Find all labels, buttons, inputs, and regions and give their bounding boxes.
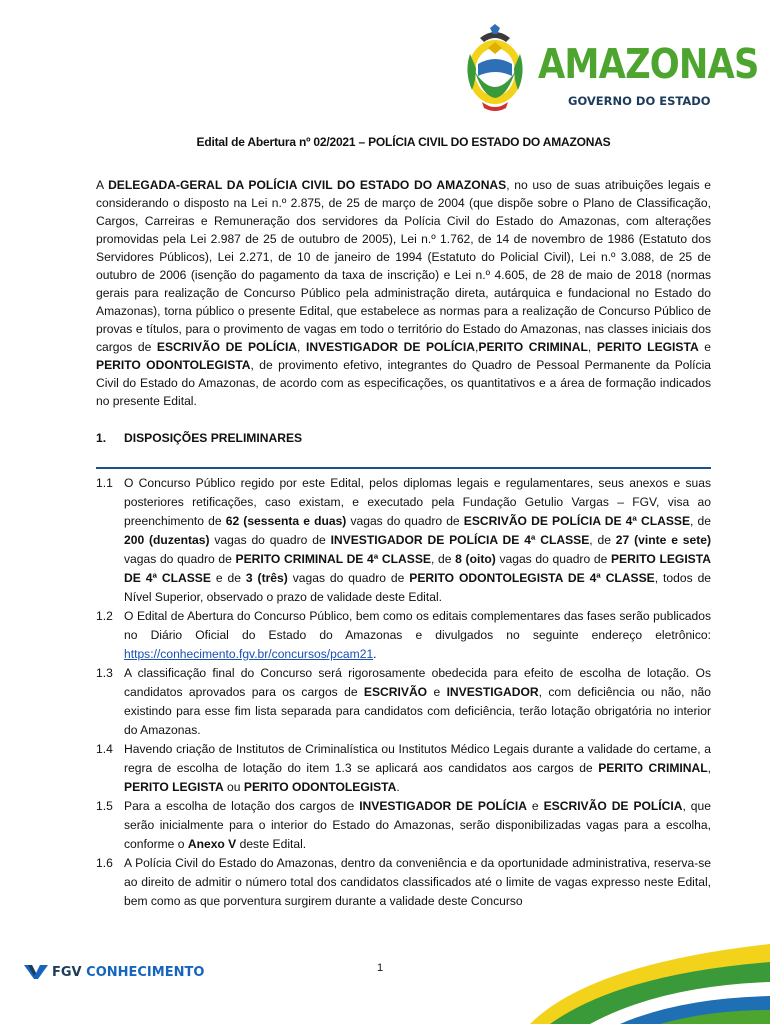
item-text: vagas do quadro de — [209, 533, 331, 547]
intro-bold: PERITO CRIMINAL — [478, 340, 588, 354]
item-bold: PERITO LEGISTA DE 4ª CLASSE — [124, 552, 711, 585]
item-text: vagas do quadro de — [346, 514, 464, 528]
item-number: 1.3 — [96, 666, 113, 680]
list-item — [96, 607, 711, 664]
item-bold: INVESTIGADOR DE POLÍCIA DE 4ª CLASSE — [330, 533, 590, 547]
intro-paragraph — [96, 176, 711, 410]
item-text: e — [526, 799, 544, 813]
item-bold: PERITO CRIMINAL — [598, 761, 708, 775]
item-text: . — [396, 780, 400, 794]
document-title: Edital de Abertura nº 02/2021 – POLÍCIA CIVIL DO ESTADO DO AMAZONAS — [196, 135, 611, 149]
item-text: e de — [210, 571, 246, 585]
intro-text: , no uso de suas atribuições legais e considerando o disposto na Lei n.º 2.875, de 25 de março de 2004 (que dispõe sobre o Plano de Classificação, Cargos, Carreiras e Remuneração dos servidores da Polícia Civil do Estado do Amazonas, com alterações promovidas pela Lei 2.987 de 25 de outubro de 2005), Lei n.º 1.762, de 14 de novembro de 1986 (Estatuto dos Servidores Públicos), Lei 2.271, de 10 de janeiro de 1994 (Estatuto do Policial Civil), Lei n.º 3.088, de 25 de outubro de 2006 (isenção do pagamento da taxa de inscrição) e Lei n.º 4.605, de 28 de maio de 2018 (normas gerais para realização de Concurso Público pela administração direta, autárquica e fundacional no Estado do Amazonas), torna público o presente Edital, que estabelece as normas para a realização de Concurso Público de provas e títulos, para o provimento de vagas em todo o território do Estado do Amazonas, nas classes iniciais dos cargos de — [96, 178, 712, 354]
item-bold: 27 (vinte e sete) — [615, 533, 711, 547]
item-number: 1.4 — [96, 742, 113, 756]
item-bold: ESCRIVÃO — [363, 685, 428, 699]
item-number: 1.1 — [96, 476, 113, 490]
concurso-url-link[interactable]: https://conhecimento.fgv.br/concursos/pcam21 — [124, 647, 374, 661]
section-number: 1. — [96, 431, 107, 445]
item-bold: 62 (sessenta e duas) — [225, 514, 347, 528]
fgv-chevron-icon — [24, 965, 48, 979]
item-text: , todos de Nível Superior, observado o prazo de validade deste Edital. — [124, 571, 712, 604]
item-text: , de — [690, 514, 711, 528]
intro-bold: DELEGADA-GERAL DA POLÍCIA CIVIL DO ESTADO DO AMAZONAS — [108, 178, 507, 192]
amazonas-wordmark: AMAZONAS — [538, 40, 759, 88]
intro-text: e — [698, 340, 711, 354]
item-text: , de — [430, 552, 456, 566]
item-text: vagas do quadro de — [495, 552, 611, 566]
list-item — [96, 854, 711, 911]
document-body — [96, 127, 711, 449]
item-text: A Polícia Civil do Estado do Amazonas, dentro da conveniência e da oportunidade administrativa, reserva-se ao direito de admitir o número total dos candidatos classificados até o limite de vagas expresso neste Edital, bem como as que porventura surgirem durante a validade deste Concurso — [124, 856, 711, 908]
item-bold: 8 (oito) — [455, 552, 496, 566]
item-text: , — [707, 761, 712, 775]
fgv-label: FGV — [52, 964, 82, 980]
intro-text: , de provimento efetivo, integrantes do Quadro de Pessoal Permanente da Polícia Civil do Estado do Amazonas, de acordo com as especificações, os quantitativos e a área de formação indicados no presente Edital. — [96, 358, 712, 408]
item-bold: Anexo V — [187, 837, 237, 851]
item-text: ou — [223, 780, 244, 794]
section-heading — [96, 429, 711, 449]
list-item — [96, 740, 711, 797]
amazonas-coat-of-arms-icon — [462, 24, 528, 112]
section-title: DISPOSIÇÕES PRELIMINARES — [124, 431, 303, 445]
list-item — [96, 664, 711, 740]
item-text: e — [427, 685, 447, 699]
intro-text: , — [475, 340, 479, 354]
item-bold: PERITO ODONTOLEGISTA DE 4ª CLASSE — [409, 571, 655, 585]
fgv-conhecimento-logo — [24, 962, 204, 982]
amazonas-government-logo — [462, 24, 759, 116]
item-number: 1.2 — [96, 609, 113, 623]
fgv-wordmark — [52, 965, 204, 980]
intro-bold: ESCRIVÃO DE POLÍCIA — [156, 340, 298, 354]
item-bold: INVESTIGADOR — [446, 685, 539, 699]
item-text: A classificação final do Concurso será rigorosamente obedecida para efeito de escolha de lotação. Os candidatos aprovados para os cargos de — [124, 666, 711, 699]
item-text: , com deficiência ou não, não existindo para esse fim lista separada para candidatos com deficiência, terão lotação obrigatória no interior do Amazonas. — [124, 685, 711, 737]
item-bold: INVESTIGADOR DE POLÍCIA — [359, 799, 527, 813]
section-divider — [96, 467, 711, 469]
intro-bold: INVESTIGADOR DE POLÍCIA — [305, 340, 476, 354]
intro-text: A — [96, 178, 109, 192]
item-text: . — [373, 647, 377, 661]
item-text: O Edital de Abertura do Concurso Público, bem como os editais complementares das fases serão publicados no Diário Oficial do Estado do Amazonas e divulgados no seguinte endereço eletrônico: — [124, 609, 711, 642]
list-item — [96, 474, 711, 607]
intro-bold: PERITO ODONTOLEGISTA — [96, 358, 251, 372]
item-text: Havendo criação de Institutos de Criminalística ou Institutos Médico Legais durante a validade do certame, a regra de escolha de lotação do item 1.3 se aplicará aos candidatos aos cargos de — [124, 742, 711, 775]
item-text: Para a escolha de lotação dos cargos de — [124, 799, 360, 813]
page-number: 1 — [377, 962, 384, 974]
item-text: vagas do quadro de — [124, 552, 236, 566]
item-text: , de — [589, 533, 616, 547]
intro-bold: PERITO LEGISTA — [596, 340, 699, 354]
item-bold: PERITO LEGISTA — [124, 780, 224, 794]
item-number: 1.6 — [96, 856, 113, 870]
item-text: vagas do quadro de — [287, 571, 410, 585]
conhecimento-label: CONHECIMENTO — [86, 964, 205, 980]
item-bold: PERITO CRIMINAL DE 4ª CLASSE — [235, 552, 431, 566]
item-text: O Concurso Público regido por este Edital, pelos diplomas legais e regulamentares, seus anexos e suas posteriores retificações, caso existam, e executado pela Fundação Getulio Vargas – FGV, visa ao preenchimento de — [124, 476, 711, 528]
list-item — [96, 797, 711, 854]
intro-text: , — [587, 340, 597, 354]
item-bold: PERITO ODONTOLEGISTA — [243, 780, 397, 794]
item-number: 1.5 — [96, 799, 113, 813]
item-text: deste Edital. — [236, 837, 307, 851]
intro-text: , — [297, 340, 306, 354]
item-text: , que serão inicialmente para o interior do Estado do Amazonas, serão disponibilizadas vagas para a escolha, conforme o — [124, 799, 711, 851]
governo-do-estado-label: GOVERNO DO ESTADO — [568, 94, 711, 108]
item-bold: ESCRIVÃO DE POLÍCIA — [543, 799, 683, 813]
item-bold: ESCRIVÃO DE POLÍCIA DE 4ª CLASSE — [463, 514, 691, 528]
decorative-swoosh — [530, 924, 770, 1024]
item-list — [96, 474, 711, 911]
item-bold: 200 (duzentas) — [124, 533, 210, 547]
item-bold: 3 (três) — [245, 571, 288, 585]
